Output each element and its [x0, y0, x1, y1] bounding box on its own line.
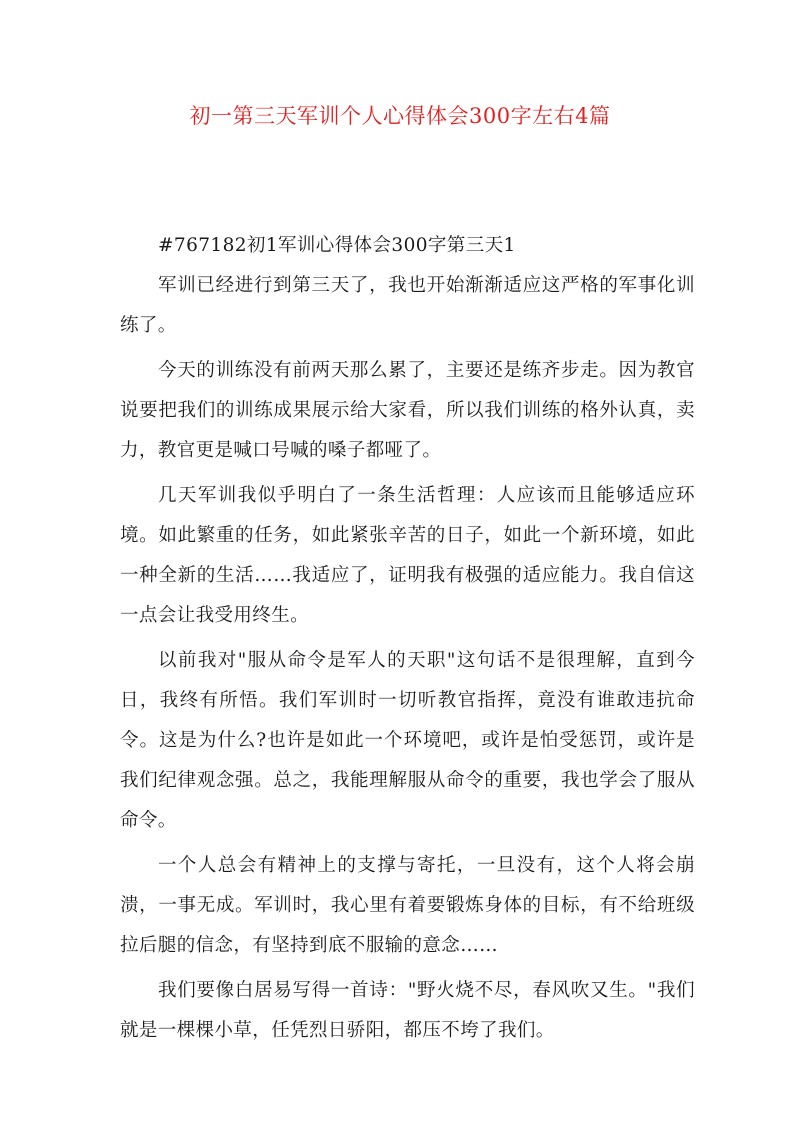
paragraph-reference: #767182初1军训心得体会300字第三天1 [158, 235, 516, 256]
paragraph: 我们要像白居易写得一首诗："野火烧不尽，春风吹又生。"我们就是一棵棵小草，任凭烈日骄阳，都压不垮了我们。 [120, 980, 695, 1041]
document-body [120, 226, 695, 1056]
document-title: 初一第三天军训个人心得体会300字左右4篇 [189, 104, 611, 128]
paragraph: 今天的训练没有前两天那么累了，主要还是练齐步走。因为教官说要把我们的训练成果展示给大家看，所以我们训练的格外认真，卖力，教官更是喊口号喊的嗓子都哑了。 [120, 360, 695, 461]
paragraph: 军训已经进行到第三天了，我也开始渐渐适应这严格的军事化训练了。 [120, 275, 695, 336]
paragraph: 以前我对"服从命令是军人的天职"这句话不是很理解，直到今日，我终有所悟。我们军训时一切听教官指挥，竟没有谁敢违抗命令。这是为什么?也许是如此一个环境吧，或许是怕受惩罚，或许是我们纪律观念强。总之，我能理解服从命令的重要，我也学会了服从命令。 [120, 650, 695, 831]
paragraph: 一个人总会有精神上的支撑与寄托，一旦没有，这个人将会崩溃，一事无成。军训时，我心里有着要锻炼身体的目标，有不给班级拉后腿的信念，有坚持到底不服输的意念…… [120, 855, 695, 956]
paragraph: 几天军训我似乎明白了一条生活哲理：人应该而且能够适应环境。如此繁重的任务，如此紧张辛苦的日子，如此一个新环境，如此一种全新的生活……我适应了，证明我有极强的适应能力。我自信这一点会让我受用终生。 [120, 485, 695, 626]
